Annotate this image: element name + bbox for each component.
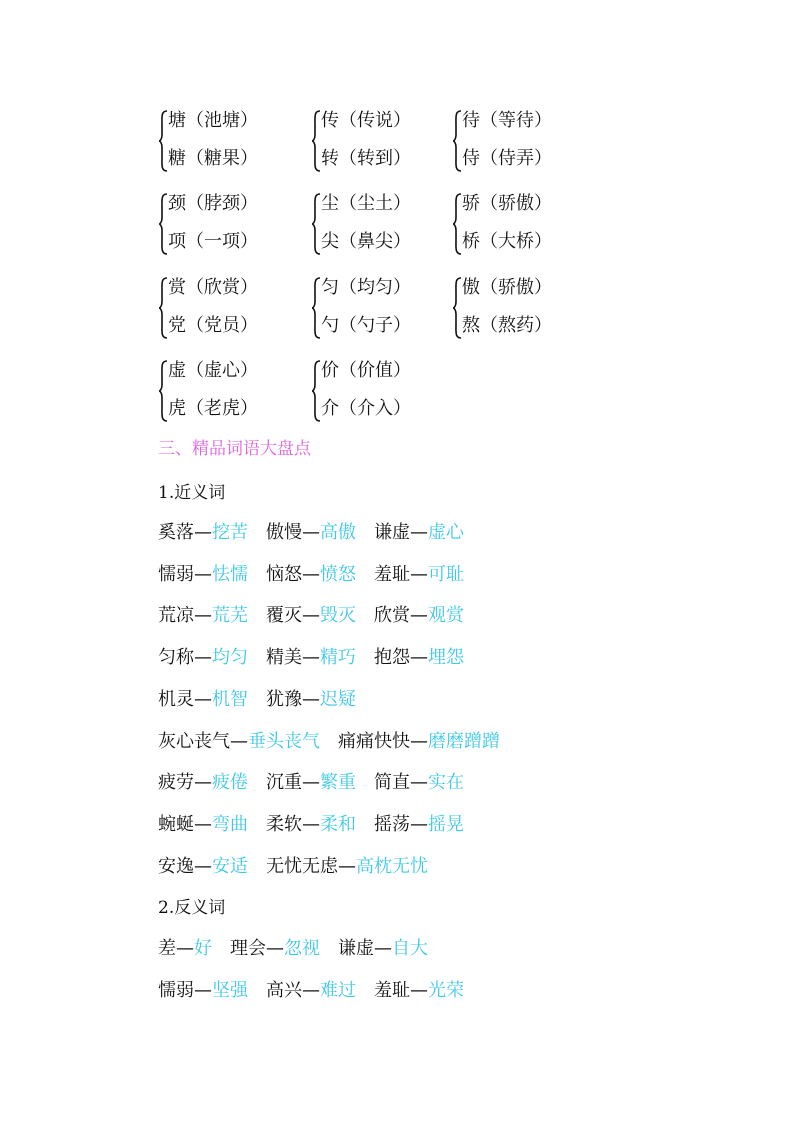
word-answer: 繁重 xyxy=(320,772,356,794)
word-pair-row xyxy=(158,771,482,795)
word-pair-row xyxy=(158,937,446,961)
brace-word: 颈（脖颈） xyxy=(168,193,258,214)
word-pair-row xyxy=(158,604,482,628)
word-pair-row xyxy=(158,688,374,712)
word-answer: 弯曲 xyxy=(212,813,248,835)
word-pair-row xyxy=(158,813,482,837)
word-answer: 柔和 xyxy=(320,813,356,835)
word-pair xyxy=(338,730,500,754)
brace-icon xyxy=(158,192,168,256)
word-pair xyxy=(374,979,464,1003)
word-pair xyxy=(158,771,248,795)
word-answer: 疲倦 xyxy=(212,772,248,794)
word-pair-row xyxy=(158,521,482,545)
word-pair xyxy=(158,937,212,961)
word-prompt: 谦虚— xyxy=(374,522,428,543)
brace-icon xyxy=(311,192,321,256)
word-pair xyxy=(266,563,356,587)
word-answer: 安适 xyxy=(212,855,248,877)
word-prompt: 理会— xyxy=(230,938,284,959)
word-pair xyxy=(158,813,248,837)
word-prompt: 抱怨— xyxy=(374,647,428,669)
brace-word: 尘（尘土） xyxy=(321,193,411,214)
brace-group xyxy=(311,192,431,264)
brace-word: 转（转到） xyxy=(321,148,411,169)
word-prompt: 疲劳— xyxy=(158,772,212,794)
brace-word: 虎（老虎） xyxy=(168,398,258,419)
word-prompt: 恼怒— xyxy=(266,563,320,585)
brace-icon xyxy=(158,276,168,340)
brace-icon xyxy=(311,109,321,173)
word-pair-row xyxy=(158,730,518,754)
word-pair xyxy=(230,937,320,961)
word-prompt: 痛痛快快— xyxy=(338,730,428,752)
word-prompt: 沉重— xyxy=(266,772,320,794)
brace-word: 价（价值） xyxy=(321,360,411,381)
word-answer: 迟疑 xyxy=(320,688,356,710)
word-answer: 埋怨 xyxy=(428,647,464,669)
word-pair xyxy=(374,813,464,837)
brace-word: 骄（骄傲） xyxy=(462,193,552,214)
word-pair xyxy=(266,979,356,1003)
word-answer: 挖苦 xyxy=(212,522,248,543)
word-prompt: 蜿蜒— xyxy=(158,813,212,835)
word-pair xyxy=(158,646,248,670)
word-prompt: 懦弱— xyxy=(158,563,212,585)
word-pair xyxy=(374,604,464,628)
word-answer: 怯懦 xyxy=(212,563,248,585)
word-answer: 可耻 xyxy=(428,563,464,585)
brace-group xyxy=(452,109,572,181)
brace-group xyxy=(452,192,572,264)
antonyms-heading: 2.反义词 xyxy=(158,898,226,918)
brace-word: 塘（池塘） xyxy=(168,110,258,131)
word-pair xyxy=(374,563,464,587)
word-pair-row xyxy=(158,646,482,670)
brace-group xyxy=(158,192,278,264)
word-pair xyxy=(158,688,248,712)
word-answer: 自大 xyxy=(392,938,428,959)
brace-group xyxy=(311,359,431,431)
word-pair-row xyxy=(158,979,482,1003)
word-prompt: 荒凉— xyxy=(158,605,212,627)
word-answer: 摇晃 xyxy=(428,813,464,835)
word-pair xyxy=(158,855,248,879)
word-answer: 均匀 xyxy=(212,647,248,669)
word-pair xyxy=(266,855,428,879)
word-prompt: 柔软— xyxy=(266,813,320,835)
word-prompt: 犹豫— xyxy=(266,688,320,710)
word-prompt: 灰心丧气— xyxy=(158,730,248,752)
word-answer: 愤怒 xyxy=(320,563,356,585)
brace-group xyxy=(452,276,572,348)
word-answer: 难过 xyxy=(320,980,356,1001)
word-pair xyxy=(266,813,356,837)
word-pair xyxy=(158,979,248,1003)
brace-icon xyxy=(158,109,168,173)
word-prompt: 高兴— xyxy=(266,980,320,1001)
word-answer: 磨磨蹭蹭 xyxy=(428,730,500,752)
word-prompt: 精美— xyxy=(266,647,320,669)
word-pair xyxy=(338,937,428,961)
brace-word: 勺（勺子） xyxy=(321,315,411,336)
word-pair xyxy=(374,521,464,545)
section-title: 三、精品词语大盘点 xyxy=(158,439,311,459)
word-pair xyxy=(266,521,356,545)
word-answer: 光荣 xyxy=(428,980,464,1001)
word-answer: 机智 xyxy=(212,688,248,710)
brace-word: 项（一项） xyxy=(168,231,258,252)
word-prompt: 羞耻— xyxy=(374,563,428,585)
brace-word: 待（等待） xyxy=(462,110,552,131)
brace-icon xyxy=(311,276,321,340)
brace-group xyxy=(158,109,278,181)
word-answer: 虚心 xyxy=(428,522,464,543)
brace-word: 介（介入） xyxy=(321,398,411,419)
word-prompt: 覆灭— xyxy=(266,605,320,627)
word-answer: 高枕无忧 xyxy=(356,855,428,877)
brace-word: 尖（鼻尖） xyxy=(321,231,411,252)
word-answer: 毁灭 xyxy=(320,605,356,627)
brace-group xyxy=(311,276,431,348)
word-pair xyxy=(374,771,464,795)
synonyms-heading: 1.近义词 xyxy=(158,483,226,503)
brace-word: 赏（欣赏） xyxy=(168,277,258,298)
word-prompt: 傲慢— xyxy=(266,522,320,543)
word-pair-row xyxy=(158,855,446,879)
word-answer: 忽视 xyxy=(284,938,320,959)
brace-icon xyxy=(311,359,321,423)
word-answer: 好 xyxy=(194,938,212,959)
brace-word: 匀（均匀） xyxy=(321,277,411,298)
word-answer: 精巧 xyxy=(320,647,356,669)
brace-icon xyxy=(452,109,462,173)
word-pair xyxy=(158,730,320,754)
word-prompt: 差— xyxy=(158,938,194,959)
word-pair xyxy=(158,521,248,545)
word-prompt: 羞耻— xyxy=(374,980,428,1001)
word-prompt: 谦虚— xyxy=(338,938,392,959)
word-answer: 高傲 xyxy=(320,522,356,543)
word-pair xyxy=(266,688,356,712)
word-answer: 荒芜 xyxy=(212,605,248,627)
brace-icon xyxy=(158,359,168,423)
word-answer: 观赏 xyxy=(428,605,464,627)
brace-icon xyxy=(452,192,462,256)
brace-word: 糖（糖果） xyxy=(168,148,258,169)
brace-word: 虚（虚心） xyxy=(168,360,258,381)
brace-group xyxy=(158,276,278,348)
word-pair xyxy=(266,771,356,795)
brace-group xyxy=(158,359,278,431)
brace-word: 傲（骄傲） xyxy=(462,277,552,298)
word-answer: 垂头丧气 xyxy=(248,730,320,752)
brace-word: 桥（大桥） xyxy=(462,231,552,252)
word-answer: 实在 xyxy=(428,772,464,794)
word-answer: 坚强 xyxy=(212,980,248,1001)
word-prompt: 匀称— xyxy=(158,647,212,669)
word-prompt: 奚落— xyxy=(158,522,212,543)
word-prompt: 摇荡— xyxy=(374,813,428,835)
word-pair xyxy=(266,646,356,670)
word-prompt: 懦弱— xyxy=(158,980,212,1001)
word-prompt: 简直— xyxy=(374,772,428,794)
word-pair xyxy=(374,646,464,670)
brace-word: 党（党员） xyxy=(168,315,258,336)
brace-word: 熬（熬药） xyxy=(462,315,552,336)
word-prompt: 机灵— xyxy=(158,688,212,710)
word-pair xyxy=(158,604,248,628)
word-pair xyxy=(158,563,248,587)
brace-word: 传（传说） xyxy=(321,110,411,131)
brace-group xyxy=(311,109,431,181)
word-prompt: 欣赏— xyxy=(374,605,428,627)
word-prompt: 无忧无虑— xyxy=(266,855,356,877)
brace-word: 侍（侍弄） xyxy=(462,148,552,169)
word-prompt: 安逸— xyxy=(158,855,212,877)
word-pair-row xyxy=(158,563,482,587)
brace-icon xyxy=(452,276,462,340)
word-pair xyxy=(266,604,356,628)
